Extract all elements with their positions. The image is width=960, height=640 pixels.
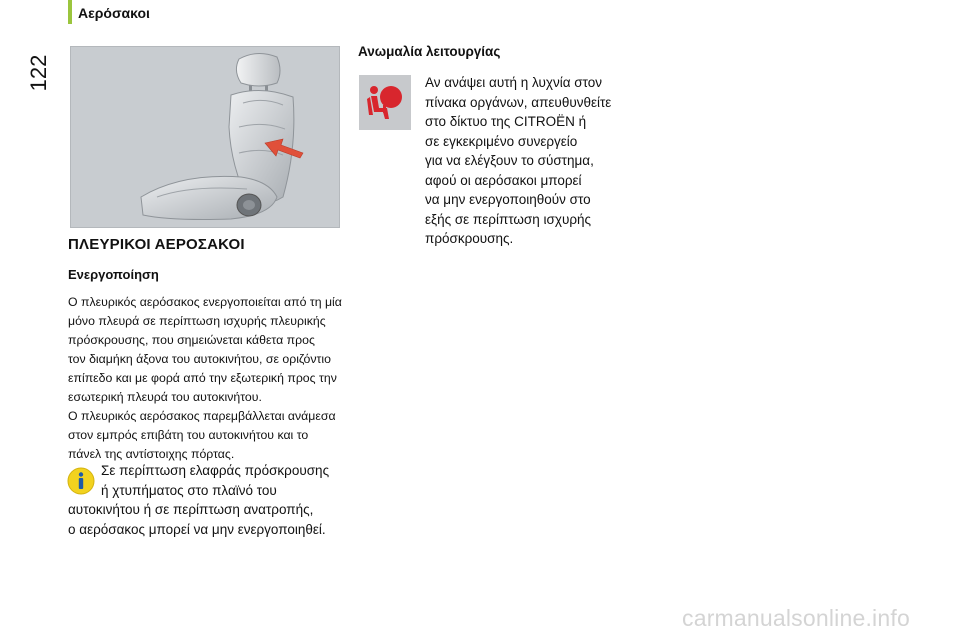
malfunction-line: σε εγκεκριμένο συνεργείο <box>425 133 578 149</box>
body-line: επίπεδο και με φορά από την εξωτερική προς την <box>68 371 337 385</box>
body-line: πάνελ της αντίστοιχης πόρτας. <box>68 447 235 461</box>
malfunction-line: πρόσκρουσης. <box>425 231 514 246</box>
body-line: στον εμπρός επιβάτη του αυτοκινήτου και το <box>68 428 309 442</box>
section-accent-bar <box>68 0 72 24</box>
body-line: πρόσκρουσης, που σημειώνεται κάθετα προς <box>68 333 315 347</box>
section-title: ΠΛΕΥΡΙΚΟΙ ΑΕΡΟΣΑΚΟΙ <box>68 236 245 253</box>
body-line: μόνο πλευρά σε περίπτωση ισχυρής πλευρικής <box>68 314 326 328</box>
watermark: carmanualsonline.info <box>682 605 910 631</box>
info-line: ή χτυπήματος στο πλαϊνό του <box>101 482 277 498</box>
info-line: ο αερόσακος μπορεί να μην ενεργοποιηθεί. <box>68 521 326 537</box>
malfunction-line: πίνακα οργάνων, απευθυνθείτε <box>425 94 612 110</box>
malfunction-title: Ανωμαλία λειτουργίας <box>358 44 501 59</box>
body-line: τον διαμήκη άξονα του αυτοκινήτου, σε οριζόντιο <box>68 352 331 366</box>
airbag-warning-lamp-icon <box>359 75 411 130</box>
activation-body <box>68 293 358 464</box>
malfunction-line: για να ελέγξουν το σύστημα, <box>425 153 594 168</box>
seat-drawing <box>71 47 339 227</box>
malfunction-line: να μην ενεργοποιηθούν στο <box>425 192 591 207</box>
malfunction-line: αφού οι αερόσακοι μπορεί <box>425 172 582 188</box>
malfunction-text <box>425 73 655 249</box>
body-line: Ο πλευρικός αερόσακος παρεμβάλλεται ανάμεσα <box>68 409 336 423</box>
malfunction-line: Αν ανάψει αυτή η λυχνία στον <box>425 75 602 90</box>
info-note <box>68 461 368 539</box>
page-number: 122 <box>26 54 51 92</box>
info-line: αυτοκινήτου ή σε περίπτωση ανατροπής, <box>68 502 314 517</box>
malfunction-line: εξής σε περίπτωση ισχυρής <box>425 211 592 227</box>
info-line: Σε περίπτωση ελαφράς πρόσκρουσης <box>101 463 330 478</box>
section-header: Αερόσακοι <box>78 5 150 21</box>
seat-illustration <box>70 46 340 228</box>
malfunction-line: στο δίκτυο της CITROËN ή <box>425 114 587 129</box>
activation-subheading: Ενεργοποίηση <box>68 267 159 282</box>
body-line: εσωτερική πλευρά του αυτοκινήτου. <box>68 390 262 404</box>
body-line: Ο πλευρικός αερόσακος ενεργοποιείται από τη μία <box>68 295 342 309</box>
